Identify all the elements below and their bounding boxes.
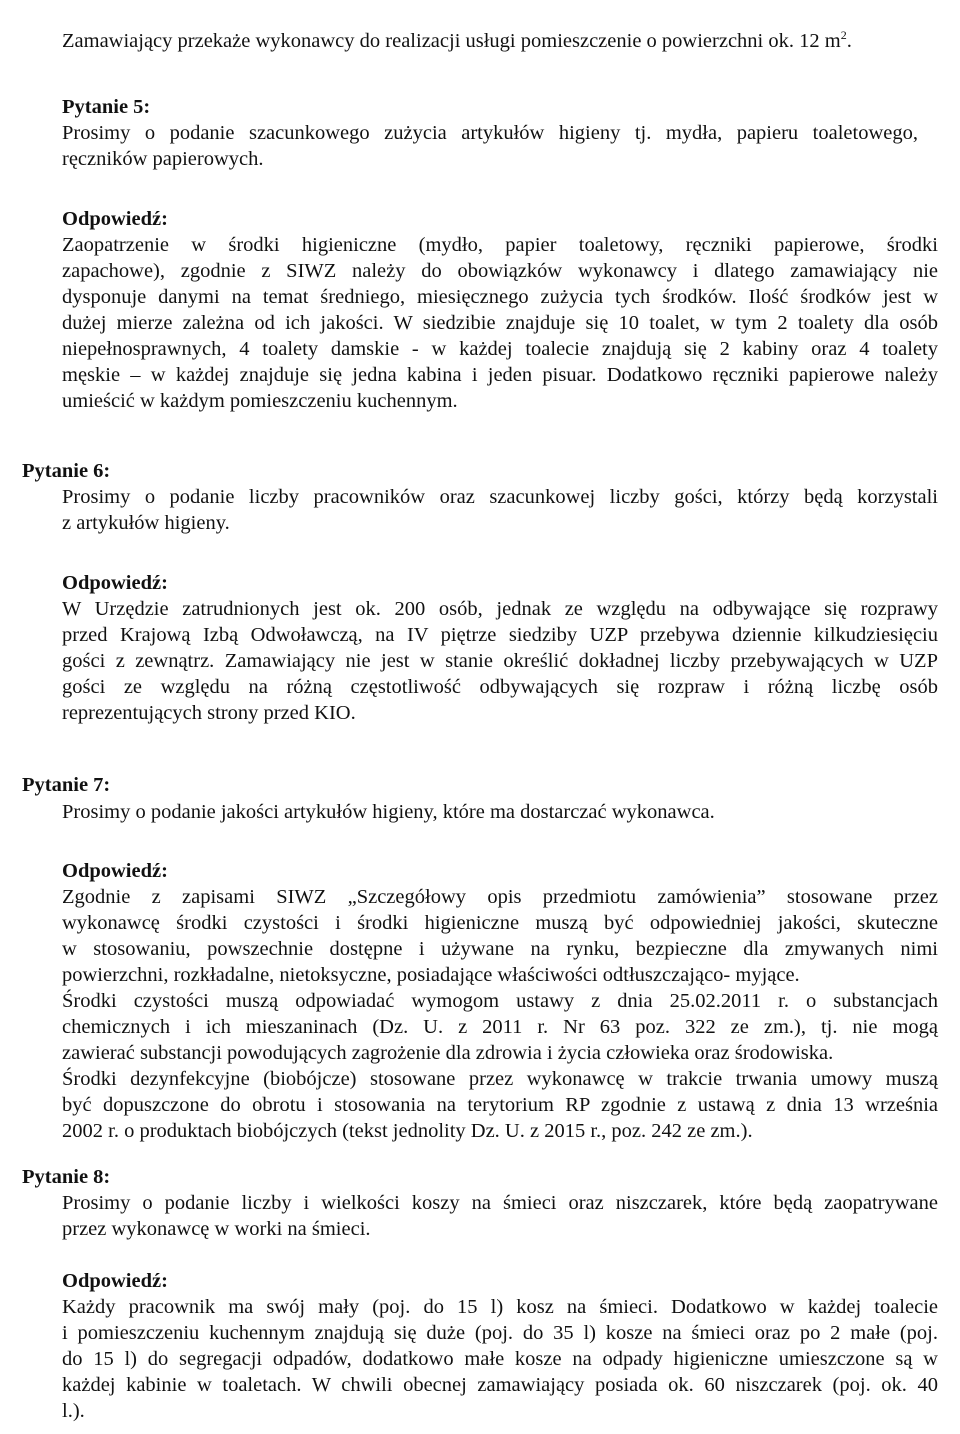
text-line: umieścić w każdym pomieszczeniu kuchennym. (62, 390, 458, 412)
text-line: Prosimy o podanie liczby i wielkości koszy na śmieci oraz niszczarek, które będą zaopatrywane (62, 1192, 938, 1214)
answer-5-heading: Odpowiedź: (62, 208, 168, 230)
intro-text: Zamawiający przekaże wykonawcy do realizacji usługi pomieszczenie o powierzchni ok. 12 m (62, 30, 841, 52)
text-line: ręczników papierowych. (62, 148, 264, 170)
question-7-heading: Pytanie 7: (22, 774, 111, 796)
question-8-text (62, 1190, 938, 1242)
answer-7-text (62, 884, 938, 1144)
question-5-heading: Pytanie 5: (62, 96, 151, 118)
text-line: gości z zewnątrz. Zamawiający nie jest w stanie określić dokładnej liczby przebywających w UZP (62, 650, 938, 672)
text-line: Zgodnie z zapisami SIWZ „Szczegółowy opis przedmiotu zamówienia” stosowane przez (62, 886, 938, 908)
text-line: w stosowaniu, powszechnie dostępne i używane na rynku, bezpieczne dla zmywanych nimi (62, 938, 938, 960)
text-line: Prosimy o podanie szacunkowego zużycia artykułów higieny tj. mydła, papieru toaletowego, (62, 122, 918, 144)
question-5-text (62, 120, 918, 172)
text-line: chemicznych i ich mieszaninach (Dz. U. z 2011 r. Nr 63 poz. 322 ze zm.), tj. nie mogą (62, 1016, 938, 1038)
text-line: być dopuszczone do obrotu i stosowania na terytorium RP zgodnie z ustawą z dnia 13 września (62, 1094, 938, 1116)
answer-5-text (62, 232, 938, 414)
text-line: zawierać substancji powodujących zagrożenie dla zdrowia i życia człowieka oraz środowiska. (62, 1042, 834, 1064)
text-line: przez wykonawcę w worki na śmieci. (62, 1218, 371, 1240)
text-line: Każdy pracownik ma swój mały (poj. do 15 l) kosz na śmieci. Dodatkowo w każdej toalecie (62, 1296, 938, 1318)
text-line: Środki czystości muszą odpowiadać wymogom ustawy z dnia 25.02.2011 r. o substancjach (62, 990, 938, 1012)
question-7-text (62, 799, 938, 825)
text-line: męskie – w każdej znajduje się jedna kabina i jeden pisuar. Dodatkowo ręczniki papierowe należy (62, 364, 938, 386)
text-line: W Urzędzie zatrudnionych jest ok. 200 osób, jednak ze względu na odbywające się rozprawy (62, 598, 938, 620)
text-line: niepełnosprawnych, 4 toalety damskie - w każdej toalecie znajdują się 2 kabiny oraz 4 toalety (62, 338, 938, 360)
text-line: Prosimy o podanie jakości artykułów higieny, które ma dostarczać wykonawca. (62, 801, 715, 823)
intro-paragraph (62, 28, 852, 54)
text-line: do 15 l) do segregacji odpadów, dodatkowo małe kosze na odpady higieniczne umieszczone są w (62, 1348, 938, 1370)
text-line: i pomieszczeniu kuchennym znajdują się duże (poj. do 35 l) kosze na śmieci oraz po 2 małe (poj. (62, 1322, 938, 1344)
text-line: z artykułów higieny. (62, 512, 230, 534)
answer-6-heading: Odpowiedź: (62, 572, 168, 594)
text-line: Prosimy o podanie liczby pracowników oraz szacunkowej liczby gości, którzy będą korzystali (62, 486, 938, 508)
text-line: Środki dezynfekcyjne (biobójcze) stosowane przez wykonawcę w trakcie trwania umowy muszą (62, 1068, 938, 1090)
text-line: dysponuje danymi na temat średniego, miesięcznego zużycia tych środków. Ilość środków jest w (62, 286, 938, 308)
text-line: gości ze względu na różną częstotliwość odbywających się rozpraw i różną liczbę osób (62, 676, 938, 698)
question-8-heading: Pytanie 8: (22, 1166, 111, 1188)
intro-text-end: . (846, 30, 852, 52)
answer-8-heading: Odpowiedź: (62, 1270, 168, 1292)
text-line: reprezentujących strony przed KIO. (62, 702, 356, 724)
text-line: przed Krajową Izbą Odwoławczą, na IV piętrze siedziby UZP przebywa dziennie kilkudziesięciu (62, 624, 938, 646)
text-line: dużej mierze zależna od ich jakości. W siedzibie znajduje się 10 toalet, w tym 2 toalety dla osób (62, 312, 938, 334)
question-6-heading: Pytanie 6: (22, 460, 111, 482)
text-line: 2002 r. o produktach biobójczych (tekst jednolity Dz. U. z 2015 r., poz. 242 ze zm.). (62, 1120, 753, 1142)
text-line: wykonawcę środki czystości i środki higieniczne muszą być odpowiedniej jakości, skuteczne (62, 912, 938, 934)
answer-7-heading: Odpowiedź: (62, 860, 168, 882)
text-line: Zaopatrzenie w środki higieniczne (mydło, papier toaletowy, ręczniki papierowe, środki (62, 234, 938, 256)
text-line: l.). (62, 1400, 85, 1422)
text-line: powierzchni, rozkładalne, nietoksyczne, posiadające właściwości odtłuszczająco- myjące. (62, 964, 800, 986)
answer-8-text (62, 1294, 938, 1424)
question-6-text (62, 484, 938, 536)
text-line: każdej kabinie w toaletach. W chwili obecnej zamawiający posiada ok. 60 niszczarek (poj. ok. 40 (62, 1374, 938, 1396)
text-line: zapachowe), zgodnie z SIWZ należy do obowiązków wykonawcy i dlatego zamawiający nie (62, 260, 938, 282)
answer-6-text (62, 596, 938, 726)
intro-superscript: 2 (840, 28, 847, 43)
